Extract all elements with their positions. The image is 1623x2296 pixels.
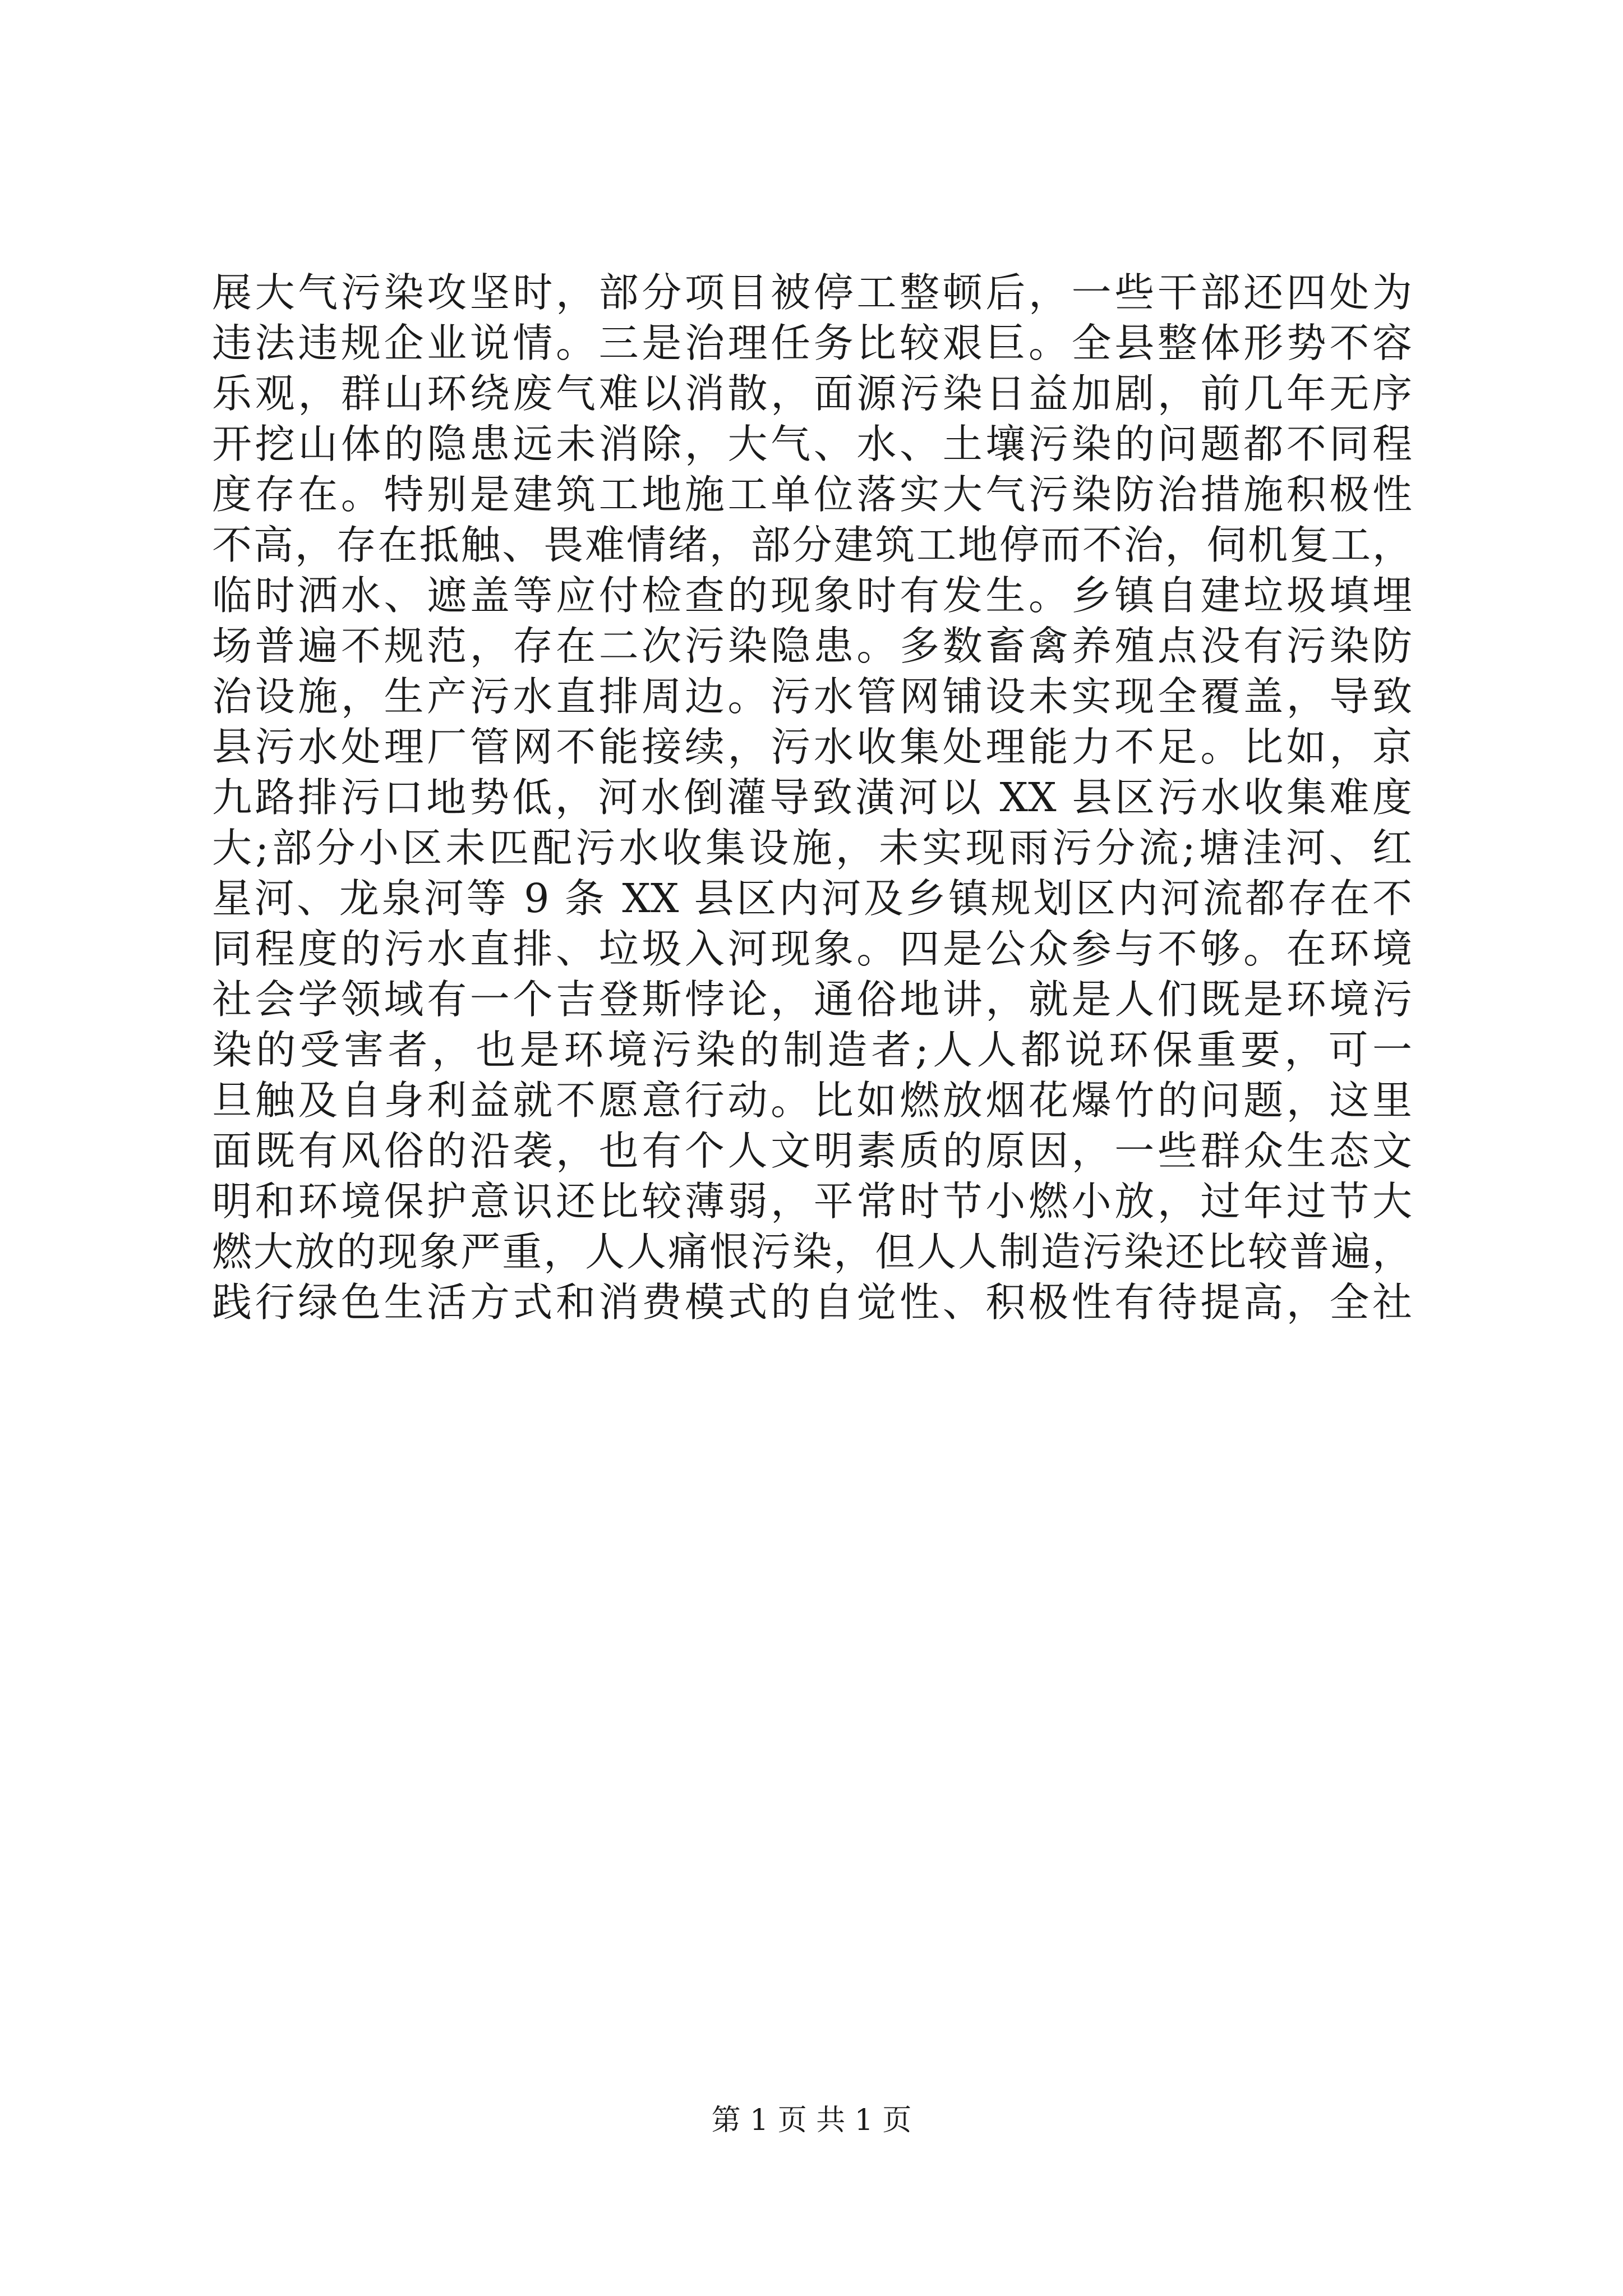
text-line: 临时洒水、遮盖等应付检查的现象时有发生。乡镇自建垃圾填埋 <box>212 572 1412 619</box>
text-line: 开挖山体的隐患远未消除，大气、水、土壤污染的问题都不同程 <box>212 421 1412 467</box>
page-footer: 第 1 页 共 1 页 <box>711 2104 912 2137</box>
text-line: 场普遍不规范，存在二次污染隐患。多数畜禽养殖点没有污染防 <box>212 623 1412 669</box>
text-line: 星河、龙泉河等 9 条 XX 县区内河及乡镇规划区内河流都存在不 <box>212 875 1412 922</box>
text-line: 度存在。特别是建筑工地施工单位落实大气污染防治措施积极性 <box>212 471 1412 518</box>
text-line: 乐观，群山环绕废气难以消散，面源污染日益加剧，前几年无序 <box>212 370 1412 417</box>
text-line: 同程度的污水直排、垃圾入河现象。四是公众参与不够。在环境 <box>212 926 1412 972</box>
text-line: 展大气污染攻坚时，部分项目被停工整顿后，一些干部还四处为 <box>212 269 1412 316</box>
text-line: 治设施，生产污水直排周边。污水管网铺设未实现全覆盖，导致 <box>212 673 1412 720</box>
text-line: 践行绿色生活方式和消费模式的自觉性、积极性有待提高，全社 <box>212 1279 1412 1326</box>
text-line: 大;部分小区未匹配污水收集设施，未实现雨污分流;塘洼河、红 <box>212 825 1412 871</box>
text-line: 违法违规企业说情。三是治理任务比较艰巨。全县整体形势不容 <box>212 320 1412 366</box>
text-line: 燃大放的现象严重，人人痛恨污染，但人人制造污染还比较普遍， <box>212 1228 1412 1275</box>
text-line: 社会学领域有一个吉登斯悖论，通俗地讲，就是人们既是环境污 <box>212 976 1412 1023</box>
text-line: 染的受害者，也是环境污染的制造者;人人都说环保重要，可一 <box>212 1027 1412 1073</box>
text-line: 县污水处理厂管网不能接续，污水收集处理能力不足。比如，京 <box>212 724 1412 770</box>
text-line: 不高，存在抵触、畏难情绪，部分建筑工地停而不治，伺机复工， <box>212 522 1412 568</box>
text-line: 明和环境保护意识还比较薄弱，平常时节小燃小放，过年过节大 <box>212 1178 1412 1225</box>
text-line: 面既有风俗的沿袭，也有个人文明素质的原因，一些群众生态文 <box>212 1128 1412 1174</box>
body-text <box>212 268 1412 1328</box>
text-line: 九路排污口地势低，河水倒灌导致潢河以 XX 县区污水收集难度 <box>212 774 1412 821</box>
text-line: 旦触及自身利益就不愿意行动。比如燃放烟花爆竹的问题，这里 <box>212 1077 1412 1124</box>
